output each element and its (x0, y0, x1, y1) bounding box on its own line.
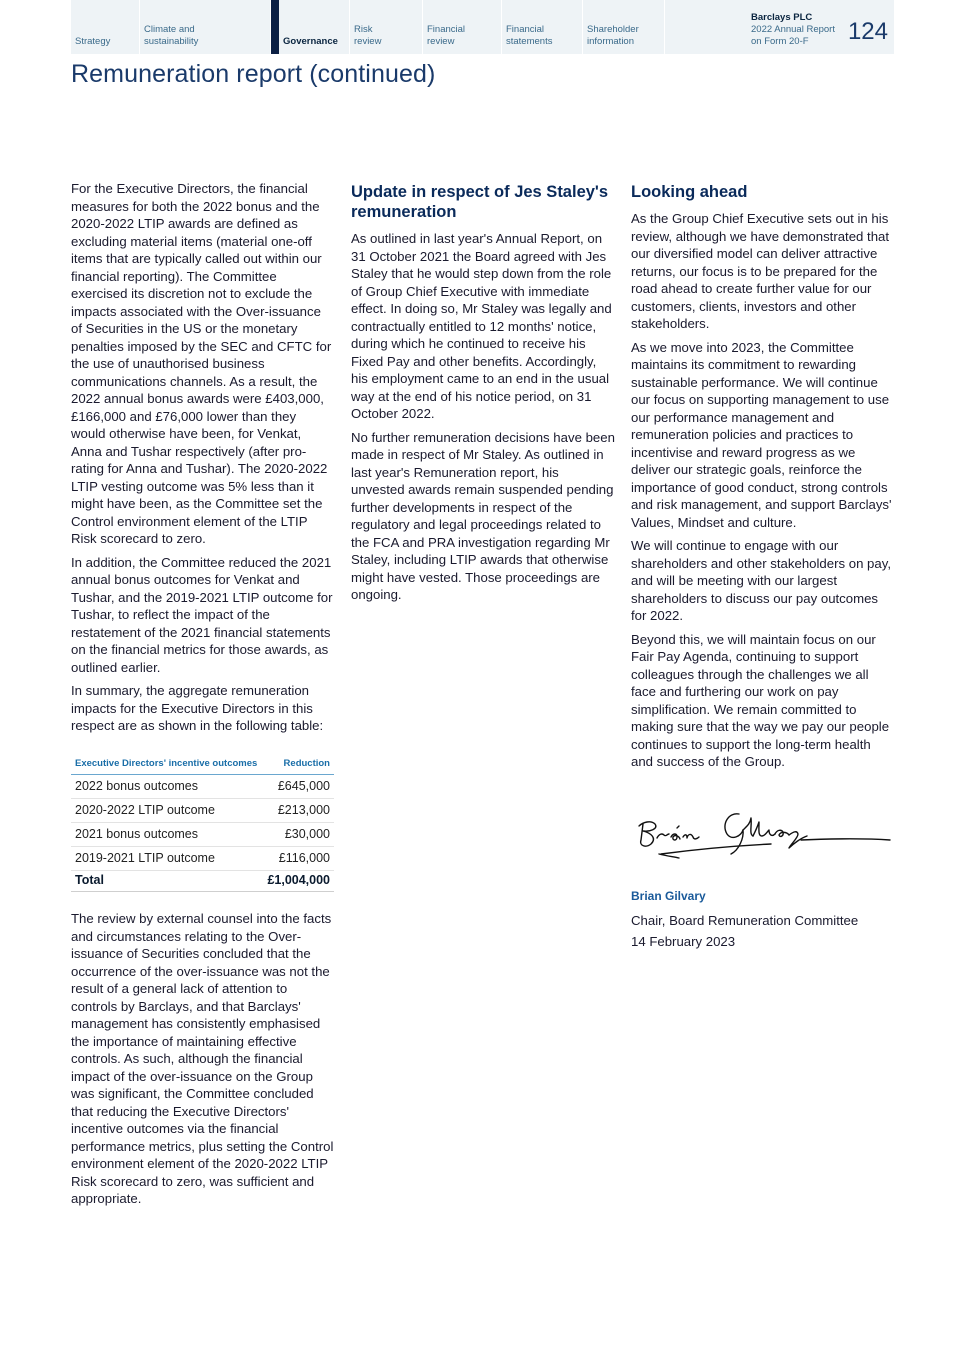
table-header-row (71, 753, 334, 775)
incentive-outcomes-table (71, 753, 334, 893)
tab-financial-statements[interactable]: Financial statements (502, 0, 583, 54)
paragraph: In addition, the Committee reduced the 2021 annual bonus outcomes for Venkat and Tushar, and the 2019-2021 LTIP outcome for Tushar, to reflect the impact of the restatement of the 2021 financial statements on the financial metrics for those awards, as outlined earlier. (71, 554, 333, 675)
paragraph: As the Group Chief Executive sets out in his review, although we have demonstrated that our diversified model can deliver attractive returns, our focus is to be prepared for the road ahead to create further value for our customers, clients, investors and other stakeholders. (631, 211, 890, 331)
row-value: £30,000 (263, 823, 334, 847)
paragraph: We will continue to engage with our shareholders and other stakeholders on pay, and will be meeting with our largest shareholders to discuss our pay outcomes for 2022. (631, 538, 892, 623)
table-header-value: Reduction (263, 753, 334, 775)
paragraph: As outlined in last year's Annual Report, on 31 October 2021 the Board agreed with Jes Staley that he would step down from the role of Group Chief Executive with immediate effect. In doing so, Mr Staley was legally and contractually entitled to 12 months' notice, during which he continued to receive his Fixed Pay and other benefits. Accordingly, his employment came to an end in the usual way at the end of his notice period, on 31 October 2022. (351, 231, 612, 421)
tab-risk-review[interactable]: Risk review (350, 0, 423, 54)
row-value: £645,000 (263, 775, 334, 799)
row-value: £213,000 (263, 799, 334, 823)
paragraph: For the Executive Directors, the financial measures for both the 2022 bonus and the 2020-2022 LTIP awards are defined as excluding material items (material one-off items that are typically called out within our financial reporting). The Committee exercised its discretion not to exclude the impacts associated with the Over-issuance of Securities in the US or the monetary penalties imposed by the SEC and CFTC for the use of unauthorised business communications channels. As a result, the 2022 annual bonus awards were £403,000, £166,000 and £76,000 lower than they would otherwise have been, for Venkat, Anna and Tushar respectively (after pro-rating for Anna and Tushar). The 2020-2022 LTIP vesting outcome was 5% less than it might have been, as the Committee set the Control environment element of the LTIP Risk scorecard to zero. (71, 181, 332, 546)
tab-climate-and-sustainability[interactable]: Climate and sustainability (140, 0, 271, 54)
total-label: Total (71, 871, 263, 892)
report-subtitle: 2022 Annual Report on Form 20-F (751, 24, 835, 47)
paragraph: Beyond this, we will maintain focus on our Fair Pay Agenda, continuing to support colleagues through the challenges we all face and furthering our work on pay simplification. We remain committed to making sure that the way we pay our people continues to support the long-term health and success of the Group. (631, 631, 890, 769)
table-row (71, 823, 334, 847)
paragraph: No further remuneration decisions have been made in respect of Mr Staley. As outlined in last year's Remuneration report, his unvested awards remain suspended pending further developments in respect of the regulatory and legal proceedings related to the FCA and PRA investigation regarding Mr Staley, including LTIP awards that otherwise might have vested. Those proceedings are ongoing. (351, 429, 615, 602)
paragraph: In summary, the aggregate remuneration impacts for the Executive Directors in this respect are as shown in the following table: (71, 683, 324, 733)
page-title: Remuneration report (continued) (71, 60, 436, 88)
paragraph: The review by external counsel into the facts and circumstances relating to the Over-issuance of Securities concluded that the occurrence of the over-issuance was not the result of a general lack of attention to controls by Barclays, and that Barclays' management has consistently emphasised the importance of maintaining effective controls. As such, although the financial impact of the over-issuance on the Group was significant, the Committee concluded that reducing the Executive Directors' incentive outcomes via the financial performance metrics, plus setting the Control environment element of the 2020-2022 LTIP Risk scorecard to zero, was sufficient and appropriate. (71, 911, 334, 1206)
table-header-label: Executive Directors' incentive outcomes (71, 753, 263, 775)
column-3 (631, 182, 895, 955)
signer-role: Chair, Board Remuneration Committee (631, 912, 859, 928)
section-heading: Looking ahead (631, 183, 748, 201)
section-nav (71, 0, 894, 54)
tab-strategy[interactable]: Strategy (71, 0, 140, 54)
total-value: £1,004,000 (263, 871, 334, 892)
page-number: 124 (847, 18, 888, 45)
row-value: £116,000 (263, 847, 334, 871)
row-label: 2019-2021 LTIP outcome (71, 847, 263, 871)
row-label: 2022 bonus outcomes (71, 775, 263, 799)
paragraph: As we move into 2023, the Committee maintains its commitment to rewarding sustainable performance. We will continue our focus on supporting management to use our performance management and remuneration policies and practices to incentivise and reward progress as we deliver our strategic goals, reinforce the importance of good conduct, strong controls and risk management, and support Barclays' Values, Mindset and culture. (631, 339, 892, 530)
table-row (71, 847, 334, 871)
column-1 (71, 180, 334, 1214)
tab-financial-review[interactable]: Financial review (423, 0, 502, 54)
signer-name: Brian Gilvary (631, 889, 706, 903)
brand-name: Barclays PLC (751, 12, 813, 23)
row-label: 2020-2022 LTIP outcome (71, 799, 263, 823)
column-2 (351, 182, 615, 610)
report-brand (665, 0, 894, 54)
table-total-row (71, 871, 334, 892)
tab-governance[interactable]: Governance (271, 0, 350, 54)
table-row (71, 775, 334, 799)
tab-shareholder-information[interactable]: Shareholder information (583, 0, 665, 54)
table-row (71, 799, 334, 823)
signature-image (631, 804, 895, 872)
signature-date: 14 February 2023 (631, 934, 736, 949)
row-label: 2021 bonus outcomes (71, 823, 263, 847)
section-heading: Update in respect of Jes Staley's remuneration (351, 183, 609, 221)
